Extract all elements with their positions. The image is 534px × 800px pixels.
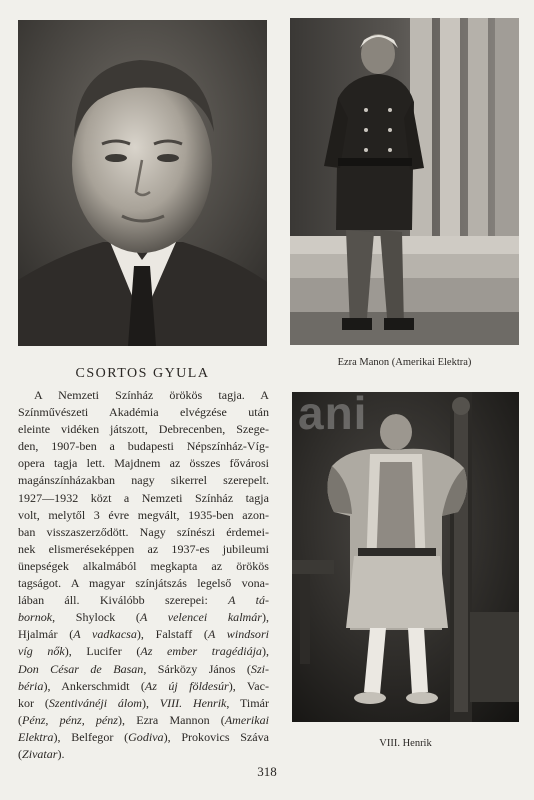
bio-segment: ), Ankerschmidt (: [43, 678, 145, 693]
bio-line: [18, 575, 269, 592]
bio-italic-segment: Zivatar: [22, 746, 58, 761]
bio-italic-segment: Az ember tragédiája: [140, 644, 262, 659]
bio-segment: ),: [261, 610, 269, 625]
bio-line: [18, 472, 269, 489]
bio-line: [18, 387, 269, 404]
portrait-photo: [18, 20, 267, 346]
page-number: 318: [257, 764, 277, 779]
bio-segment: nek elismeréseképpen az 1937-es jubileumi: [18, 541, 269, 556]
bio-segment: Színművészeti Akadémia elvégzése után: [18, 405, 269, 420]
bio-segment: ), Lucifer (: [64, 644, 141, 659]
bio-italic-segment: A vadkacsa: [73, 627, 137, 642]
bio-segment: kor (: [18, 695, 49, 710]
bio-segment: (: [18, 712, 23, 727]
bio-line: [18, 661, 269, 678]
bio-segment: opera tagja lett. Majdnem az összes fővárosi: [18, 456, 269, 471]
bio-line: [18, 421, 269, 438]
name-heading: CSORTOS GYULA: [75, 366, 210, 381]
bio-italic-segment: Pénz, pénz, pénz: [22, 712, 118, 727]
bio-segment: ),: [141, 695, 160, 710]
bio-segment: ), Vac-: [228, 678, 269, 693]
bio-segment: 1927—1932 közt a Nemzeti Színház tagja: [18, 490, 269, 505]
bio-segment: Hjalmár (: [18, 627, 74, 642]
watermark: ani: [298, 387, 368, 439]
viii-henrik-caption: VIII. Henrik: [379, 738, 432, 749]
bio-line: [18, 404, 269, 421]
bio-italic-segment: A velencei kalmár: [139, 610, 262, 625]
bio-segment: , Timár: [226, 695, 269, 710]
bio-segment: ).: [57, 746, 65, 761]
bio-segment: ban visszaszerződött. Nagy színészi érdemei-: [18, 524, 269, 539]
bio-segment: ),: [261, 644, 269, 659]
bio-segment: volt, melytől 3 évre megvált, 1935-ben azon-: [18, 507, 269, 522]
bio-italic-segment: A tá-: [228, 593, 270, 608]
bio-line: [18, 746, 269, 763]
bio-line: [18, 455, 269, 472]
bio-line: [18, 695, 269, 712]
bio-line: [18, 729, 269, 746]
bio-italic-segment: Szi-: [250, 661, 269, 676]
bio-line: [18, 558, 269, 575]
bio-segment: den, 1907-ben a budapesti Népszínház-Víg-: [18, 439, 269, 454]
ezra-manon-photo: [290, 18, 519, 345]
bio-segment: (: [18, 746, 23, 761]
bio-italic-segment: bornok: [18, 610, 53, 625]
bio-segment: lában áll. Kiválóbb szerepei:: [18, 593, 229, 608]
bio-segment: , Shylock (: [52, 610, 140, 625]
bio-italic-segment: Amerikai: [224, 712, 269, 727]
bio-line: [18, 524, 269, 541]
ezra-manon-caption: Ezra Manon (Amerikai Elektra): [337, 357, 472, 368]
bio-italic-segment: A windsori: [207, 627, 269, 642]
bio-segment: eleinte vidéken játszott, Debrecenben, Szege-: [18, 422, 269, 437]
bio-line: [18, 490, 269, 507]
bio-italic-segment: béria: [18, 678, 44, 693]
bio-segment: A Nemzeti Színház örökös tagja. A: [34, 388, 269, 402]
bio-italic-segment: VIII. Henrik: [159, 695, 227, 710]
bio-line: [18, 541, 269, 558]
bio-italic-segment: Elektra: [18, 729, 54, 744]
bio-segment: ), Falstaff (: [136, 627, 208, 642]
bio-line: [18, 592, 269, 609]
bio-line: [18, 507, 269, 524]
bio-line: [18, 643, 269, 660]
bio-line: [18, 609, 269, 626]
bio-segment: ), Prokovics Száva: [163, 729, 269, 744]
bio-segment: tagságot. A magyar színjátszás legelső vona-: [18, 576, 269, 591]
bio-line: [18, 626, 269, 643]
bio-italic-segment: Godiva: [128, 729, 164, 744]
bio-italic-segment: Az új földesúr: [144, 678, 229, 693]
bio-segment: ), Ezra Mannon (: [118, 712, 225, 727]
bio-italic-segment: víg nők: [18, 644, 65, 659]
bio-line: [18, 712, 269, 729]
bio-italic-segment: Don César de Basan: [18, 661, 144, 676]
bio-segment: ünepségek alkalmából megkapta az örökös: [18, 558, 269, 573]
bio-line: [18, 678, 269, 695]
bio-italic-segment: Szentivánéji álom: [48, 695, 142, 710]
bio-segment: , Sárközy János (: [143, 661, 251, 676]
bio-segment: ), Belfegor (: [53, 729, 129, 744]
viii-henrik-photo: [292, 392, 519, 722]
biography-text: [18, 387, 269, 763]
bio-line: [18, 438, 269, 455]
bio-segment: magánszínházakban nagy sikerrel szerepelt.: [18, 473, 269, 488]
